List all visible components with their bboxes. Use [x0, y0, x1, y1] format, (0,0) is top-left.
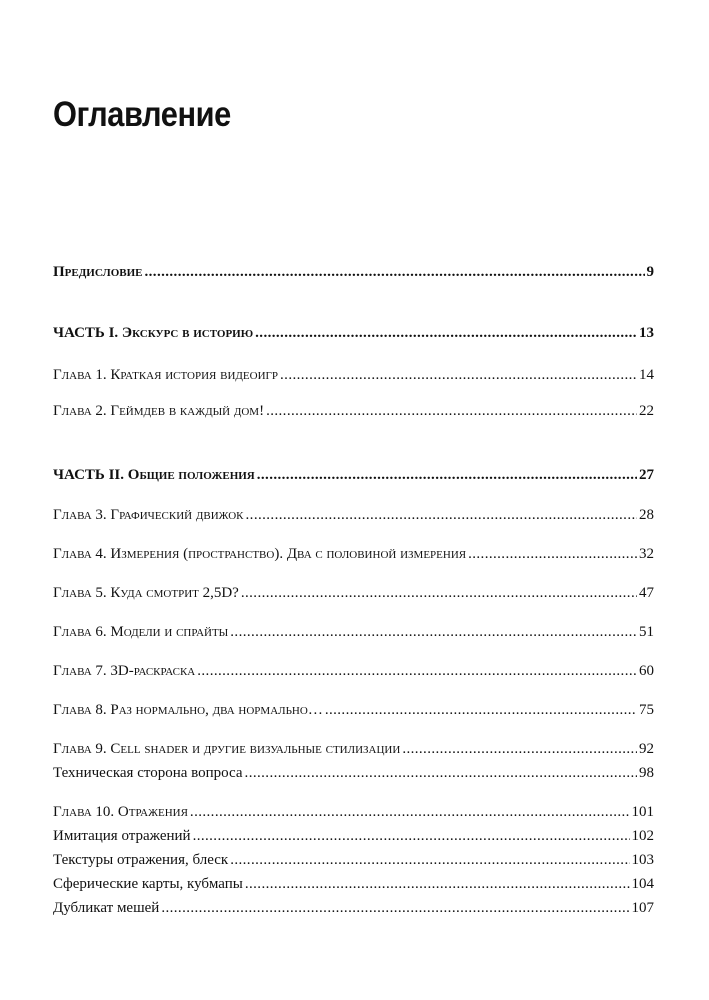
toc-entry-section-imitation[interactable] — [53, 827, 654, 845]
toc-entry-label: ЧАСТЬ II. Общие положения — [53, 467, 255, 483]
toc-entry-label: Техническая сторона вопроса — [53, 765, 243, 781]
toc-entry-chapter-6[interactable] — [53, 623, 654, 641]
dot-leader — [145, 263, 645, 281]
toc-entry-page: 32 — [639, 546, 654, 562]
toc-entry-page: 101 — [631, 804, 654, 820]
toc-entry-section-textures[interactable] — [53, 851, 654, 869]
toc-entry-page: 28 — [639, 507, 654, 523]
dot-leader — [230, 851, 629, 869]
toc-entry-chapter-10[interactable] — [53, 803, 654, 821]
dot-leader — [193, 827, 630, 845]
dot-leader — [325, 701, 637, 719]
toc-entry-label: Глава 6. Модели и спрайты — [53, 624, 229, 640]
toc-entry-label: ЧАСТЬ I. Экскурс в историю — [53, 325, 254, 341]
toc-entry-page: 102 — [631, 828, 654, 844]
dot-leader — [241, 584, 637, 602]
toc-entry-label: Глава 9. Cell shader и другие визуальные стилизации — [53, 741, 401, 757]
toc-entry-page: 92 — [639, 741, 654, 757]
toc-entry-label: Глава 4. Измерения (пространство). Два с половиной измерения — [53, 546, 467, 562]
toc-entry-page: 14 — [639, 367, 654, 383]
toc-entry-page: 22 — [639, 403, 654, 419]
toc-entry-chapter-3[interactable] — [53, 506, 654, 524]
dot-leader — [266, 402, 637, 420]
toc-entry-page: 51 — [639, 624, 654, 640]
page-title: Оглавление — [53, 95, 231, 134]
dot-leader — [161, 899, 629, 917]
toc-entry-page: 75 — [639, 702, 654, 718]
dot-leader — [402, 740, 637, 758]
dot-leader — [230, 623, 637, 641]
toc-entry-label: Предисловие — [53, 264, 143, 280]
toc-entry-chapter-4[interactable] — [53, 545, 654, 563]
toc-entry-chapter-5[interactable] — [53, 584, 654, 602]
toc-entry-page: 104 — [631, 876, 654, 892]
dot-leader — [197, 662, 637, 680]
toc-entry-page: 47 — [639, 585, 654, 601]
toc-entry-preface[interactable] — [53, 263, 654, 281]
toc-entry-chapter-9[interactable] — [53, 740, 654, 758]
toc-entry-section-technical[interactable] — [53, 764, 654, 782]
toc-entry-chapter-1[interactable] — [53, 366, 654, 384]
toc-entry-page: 27 — [639, 467, 654, 483]
toc-entry-section-cubemaps[interactable] — [53, 875, 654, 893]
dot-leader — [245, 875, 630, 893]
toc-entry-page: 107 — [631, 900, 654, 916]
toc-entry-page: 60 — [639, 663, 654, 679]
toc-entry-label: Сферические карты, кубмапы — [53, 876, 243, 892]
toc-entry-part-1[interactable] — [53, 324, 654, 342]
toc-entry-page: 103 — [631, 852, 654, 868]
toc-entry-page: 9 — [646, 264, 654, 280]
toc-entry-label: Имитация отражений — [53, 828, 191, 844]
toc-entry-label: Глава 10. Отражения — [53, 804, 188, 820]
toc-entry-chapter-2[interactable] — [53, 402, 654, 420]
toc-entry-label: Глава 3. Графический движок — [53, 507, 244, 523]
dot-leader — [280, 366, 637, 384]
toc-entry-page: 13 — [639, 325, 654, 341]
toc-entry-label: Глава 7. 3D-раскраска — [53, 663, 196, 679]
dot-leader — [468, 545, 637, 563]
dot-leader — [245, 764, 637, 782]
toc-entry-section-mesh-duplicate[interactable] — [53, 899, 654, 917]
toc-entry-chapter-7[interactable] — [53, 662, 654, 680]
toc-entry-label: Глава 8. Раз нормально, два нормально… — [53, 702, 323, 718]
dot-leader — [257, 466, 637, 484]
toc-entry-label: Глава 5. Куда смотрит 2,5D? — [53, 585, 239, 601]
toc-entry-label: Текстуры отражения, блеск — [53, 852, 229, 868]
table-of-contents — [53, 0, 654, 1000]
toc-entry-page: 98 — [639, 765, 654, 781]
toc-entry-label: Дубликат мешей — [53, 900, 160, 916]
dot-leader — [190, 803, 630, 821]
dot-leader — [255, 324, 637, 342]
dot-leader — [246, 506, 637, 524]
toc-entry-part-2[interactable] — [53, 466, 654, 484]
toc-entry-label: Глава 2. Геймдев в каждый дом! — [53, 403, 265, 419]
toc-entry-chapter-8[interactable] — [53, 701, 654, 719]
toc-entry-label: Глава 1. Краткая история видеоигр — [53, 367, 279, 383]
